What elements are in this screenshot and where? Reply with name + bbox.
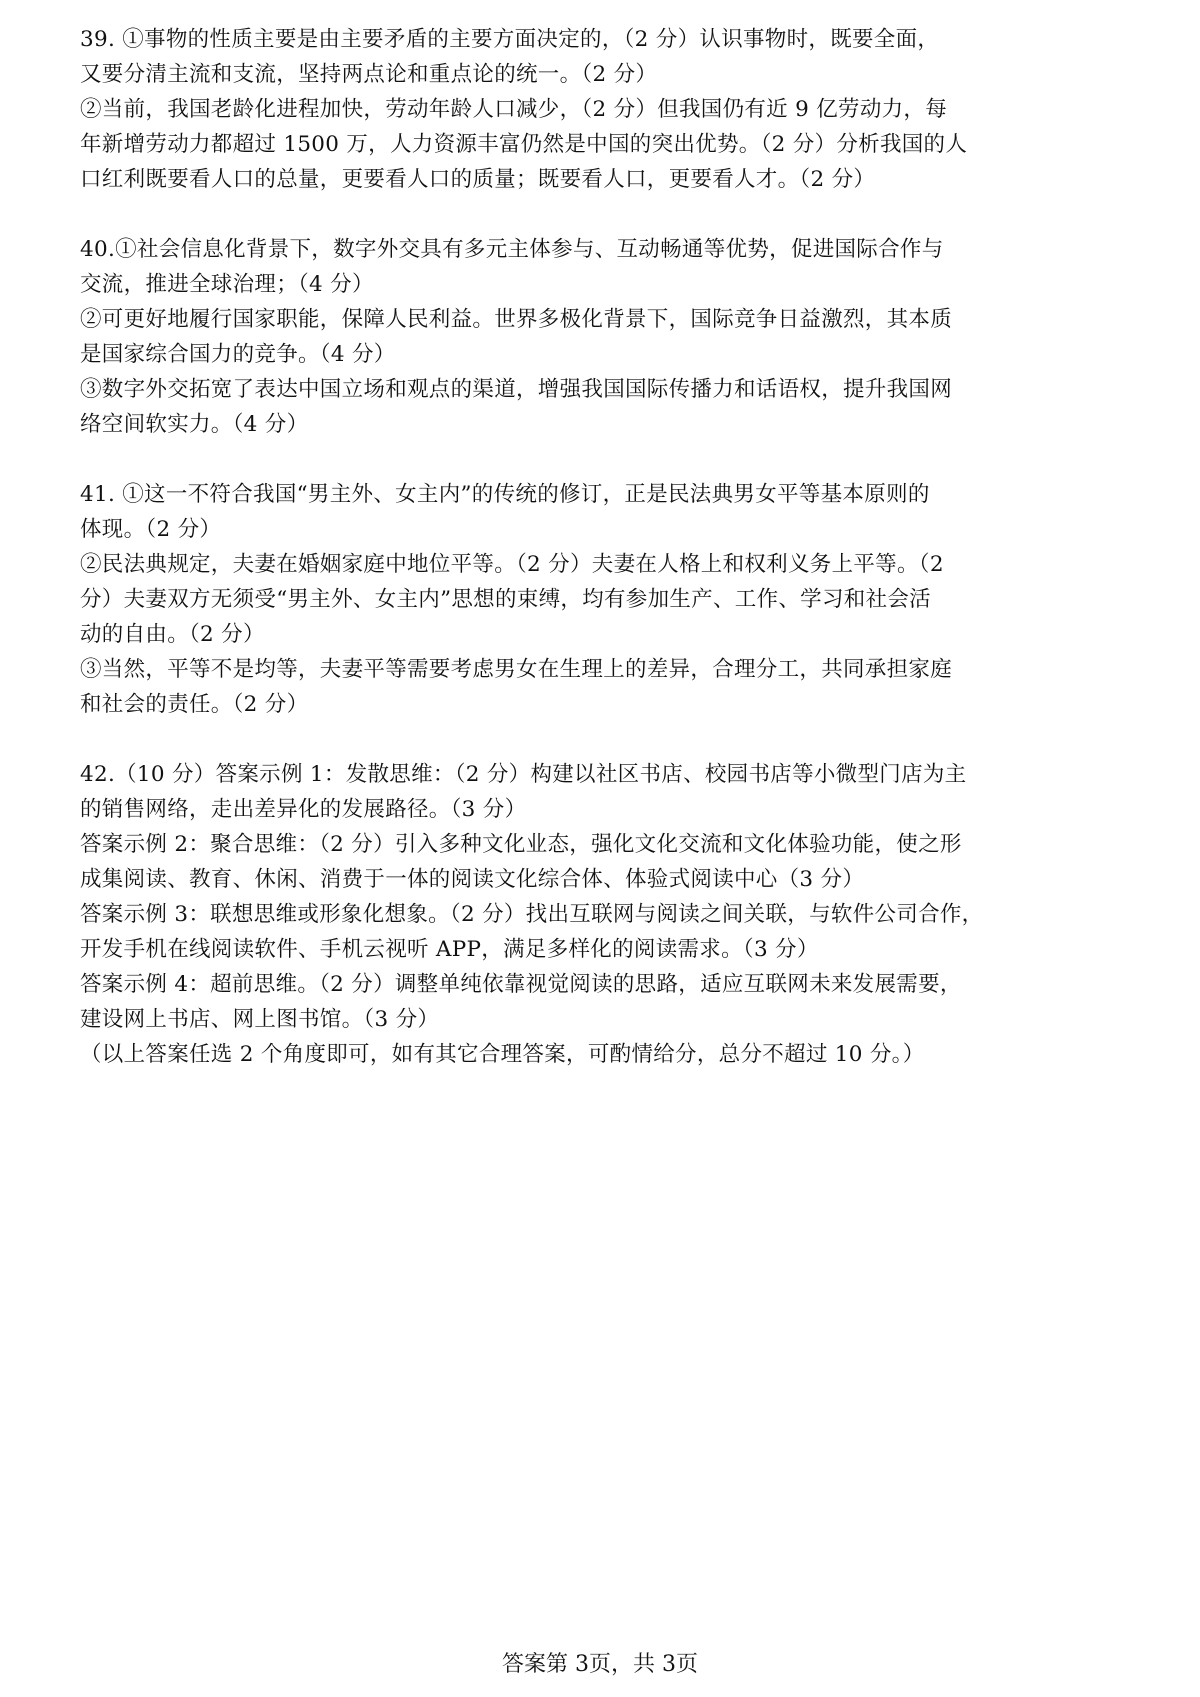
q41-line-7: 和社会的责任。（2 分） [80,692,309,717]
q39-line-1: 39. ①事物的性质主要是由主要矛盾的主要方面决定的，（2 分）认识事物时，既要全面， [80,27,940,52]
q39-line-4: 年新增劳动力都超过 1500 万，人力资源丰富仍然是中国的突出优势。（2 分）分析我国的人 [80,132,968,157]
q42-line-2: 的销售网络，走出差异化的发展路径。（3 分） [80,797,527,822]
q41-line-1: 41. ①这一不符合我国“男主外、女主内”的传统的修订，正是民法典男女平等基本原则的 [80,482,930,507]
q40-line-6: 络空间软实力。（4 分） [80,412,309,437]
section-spacer [80,442,1080,477]
q40-line-5: ③数字外交拓宽了表达中国立场和观点的渠道，增强我国国际传播力和话语权，提升我国网 [80,377,953,402]
q40-line-1: 40.①社会信息化背景下，数字外交具有多元主体参与、互动畅通等优势，促进国际合作与 [80,237,944,262]
q41-line-3: ②民法典规定，夫妻在婚姻家庭中地位平等。（2 分）夫妻在人格上和权利义务上平等。（2 [80,552,944,577]
q39-line-5: 口红利既要看人口的总量，更要看人口的质量；既要看人口，更要看人才。（2 分） [80,167,876,192]
answer-document [80,22,1080,1072]
q42-line-5: 答案示例 3：联想思维或形象化想象。（2 分）找出互联网与阅读之间关联，与软件公司合作， [80,902,984,927]
q42-line-6: 开发手机在线阅读软件、手机云视听 APP，满足多样化的阅读需求。（3 分） [80,937,819,962]
q39-line-2: 又要分清主流和支流，坚持两点论和重点论的统一。（2 分） [80,62,658,87]
q41-line-2: 体现。（2 分） [80,517,222,542]
q42-line-7: 答案示例 4：超前思维。（2 分）调整单纯依靠视觉阅读的思路，适应互联网未来发展需要， [80,972,962,997]
q40-line-2: 交流，推进全球治理；（4 分） [80,272,374,297]
q40-line-4: 是国家综合国力的竞争。（4 分） [80,342,396,367]
section-spacer [80,197,1080,232]
q41-line-4: 分）夫妻双方无须受“男主外、女主内”思想的束缚，均有参加生产、工作、学习和社会活 [80,587,931,612]
q42-line-3: 答案示例 2：聚合思维：（2 分）引入多种文化业态，强化文化交流和文化体验功能，使之形 [80,832,962,857]
section-spacer [80,722,1080,757]
q42-line-8: 建设网上书店、网上图书馆。（3 分） [80,1007,440,1032]
q42-line-1: 42.（10 分）答案示例 1：发散思维：（2 分）构建以社区书店、校园书店等小微型门店为主 [80,762,967,787]
q42-line-4: 成集阅读、教育、休闲、消费于一体的阅读文化综合体、体验式阅读中心（3 分） [80,867,865,892]
q41-line-5: 动的自由。（2 分） [80,622,265,647]
q41-line-6: ③当然，平等不是均等，夫妻平等需要考虑男女在生理上的差异，合理分工，共同承担家庭 [80,657,953,682]
q42-line-9: （以上答案任选 2 个角度即可，如有其它合理答案，可酌情给分，总分不超过 10 分。） [80,1042,925,1067]
page-footer: 答案第 3页，共 3页 [502,1652,698,1677]
q40-line-3: ②可更好地履行国家职能，保障人民利益。世界多极化背景下，国际竞争日益激烈，其本质 [80,307,953,332]
q39-line-3: ②当前，我国老龄化进程加快，劳动年龄人口减少，（2 分）但我国仍有近 9 亿劳动力，每 [80,97,948,122]
